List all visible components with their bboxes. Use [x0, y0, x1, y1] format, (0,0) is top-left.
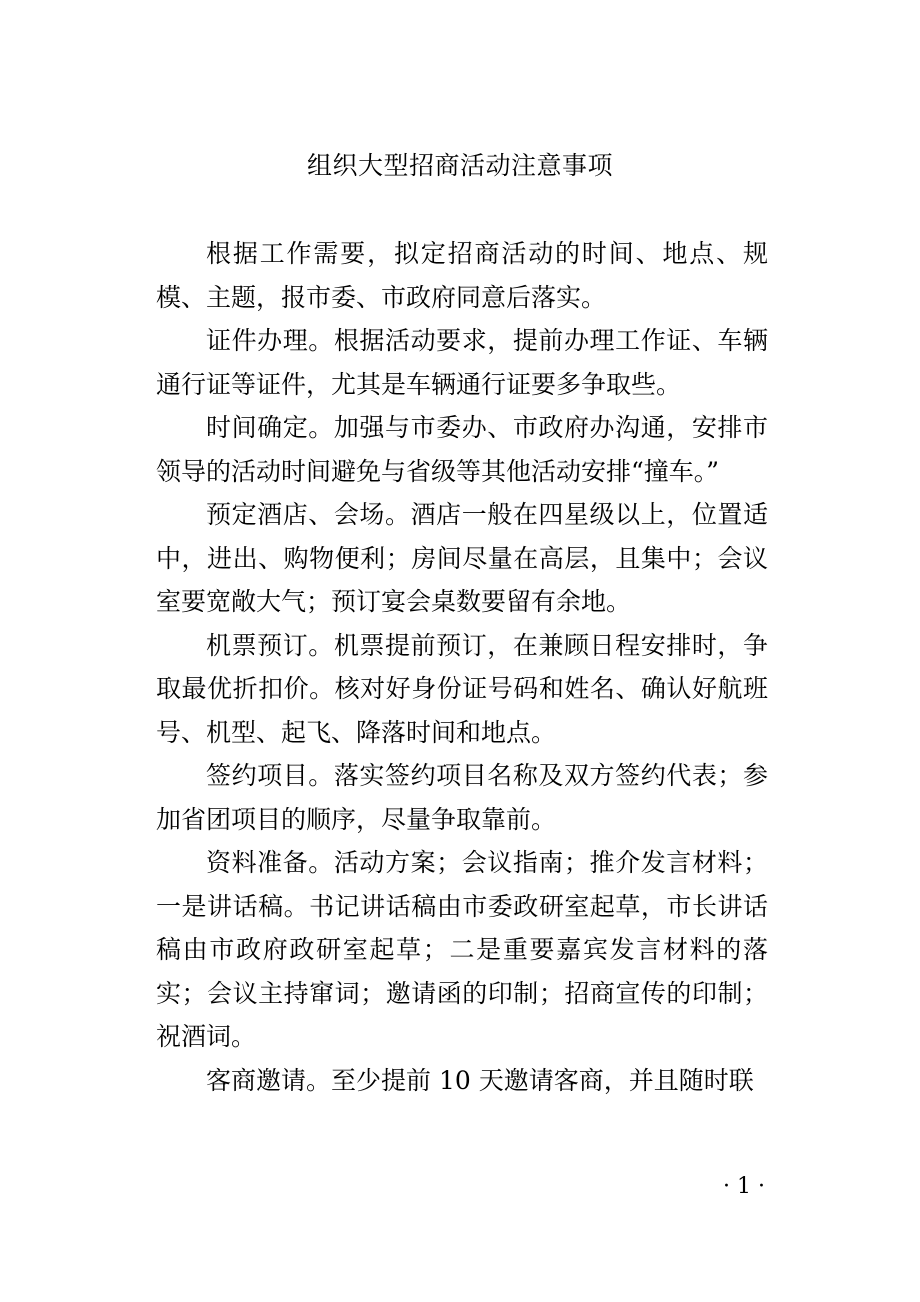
paragraph-invitations: 客商邀请。至少提前 10 天邀请客商，并且随时联 — [206, 1065, 754, 1095]
paragraph-time: 时间确定。加强与市委办、市政府办沟通，安排市领导的活动时间避免与省级等其他活动安排“撞车。” — [156, 413, 768, 486]
paragraph-intro: 根据工作需要，拟定招商活动的时间、地点、规模、主题，报市委、市政府同意后落实。 — [156, 239, 768, 312]
page-number: · 1 · — [723, 1174, 765, 1199]
document-title: 组织大型招商活动注意事项 — [306, 151, 613, 180]
document-body — [156, 232, 768, 1102]
paragraph-certificates: 证件办理。根据活动要求，提前办理工作证、车辆通行证等证件，尤其是车辆通行证要多争取些。 — [156, 326, 768, 399]
paragraph-materials: 资料准备。活动方案；会议指南；推介发言材料；一是讲话稿。书记讲话稿由市委政研室起草，市长讲话稿由市政府政研室起草；二是重要嘉宾发言材料的落实；会议主持窜词；邀请函的印制；招商宣传的印制；祝酒词。 — [156, 848, 768, 1051]
paragraph-hotel-venue: 预定酒店、会场。酒店一般在四星级以上，位置适中，进出、购物便利；房间尽量在高层，且集中；会议室要宽敞大气；预订宴会桌数要留有余地。 — [156, 500, 768, 616]
paragraph-air-tickets: 机票预订。机票提前预订，在兼顾日程安排时，争取最优折扣价。核对好身份证号码和姓名、确认好航班号、机型、起飞、降落时间和地点。 — [156, 630, 768, 747]
paragraph-signing-projects: 签约项目。落实签约项目名称及双方签约代表；参加省团项目的顺序，尽量争取靠前。 — [156, 761, 768, 834]
